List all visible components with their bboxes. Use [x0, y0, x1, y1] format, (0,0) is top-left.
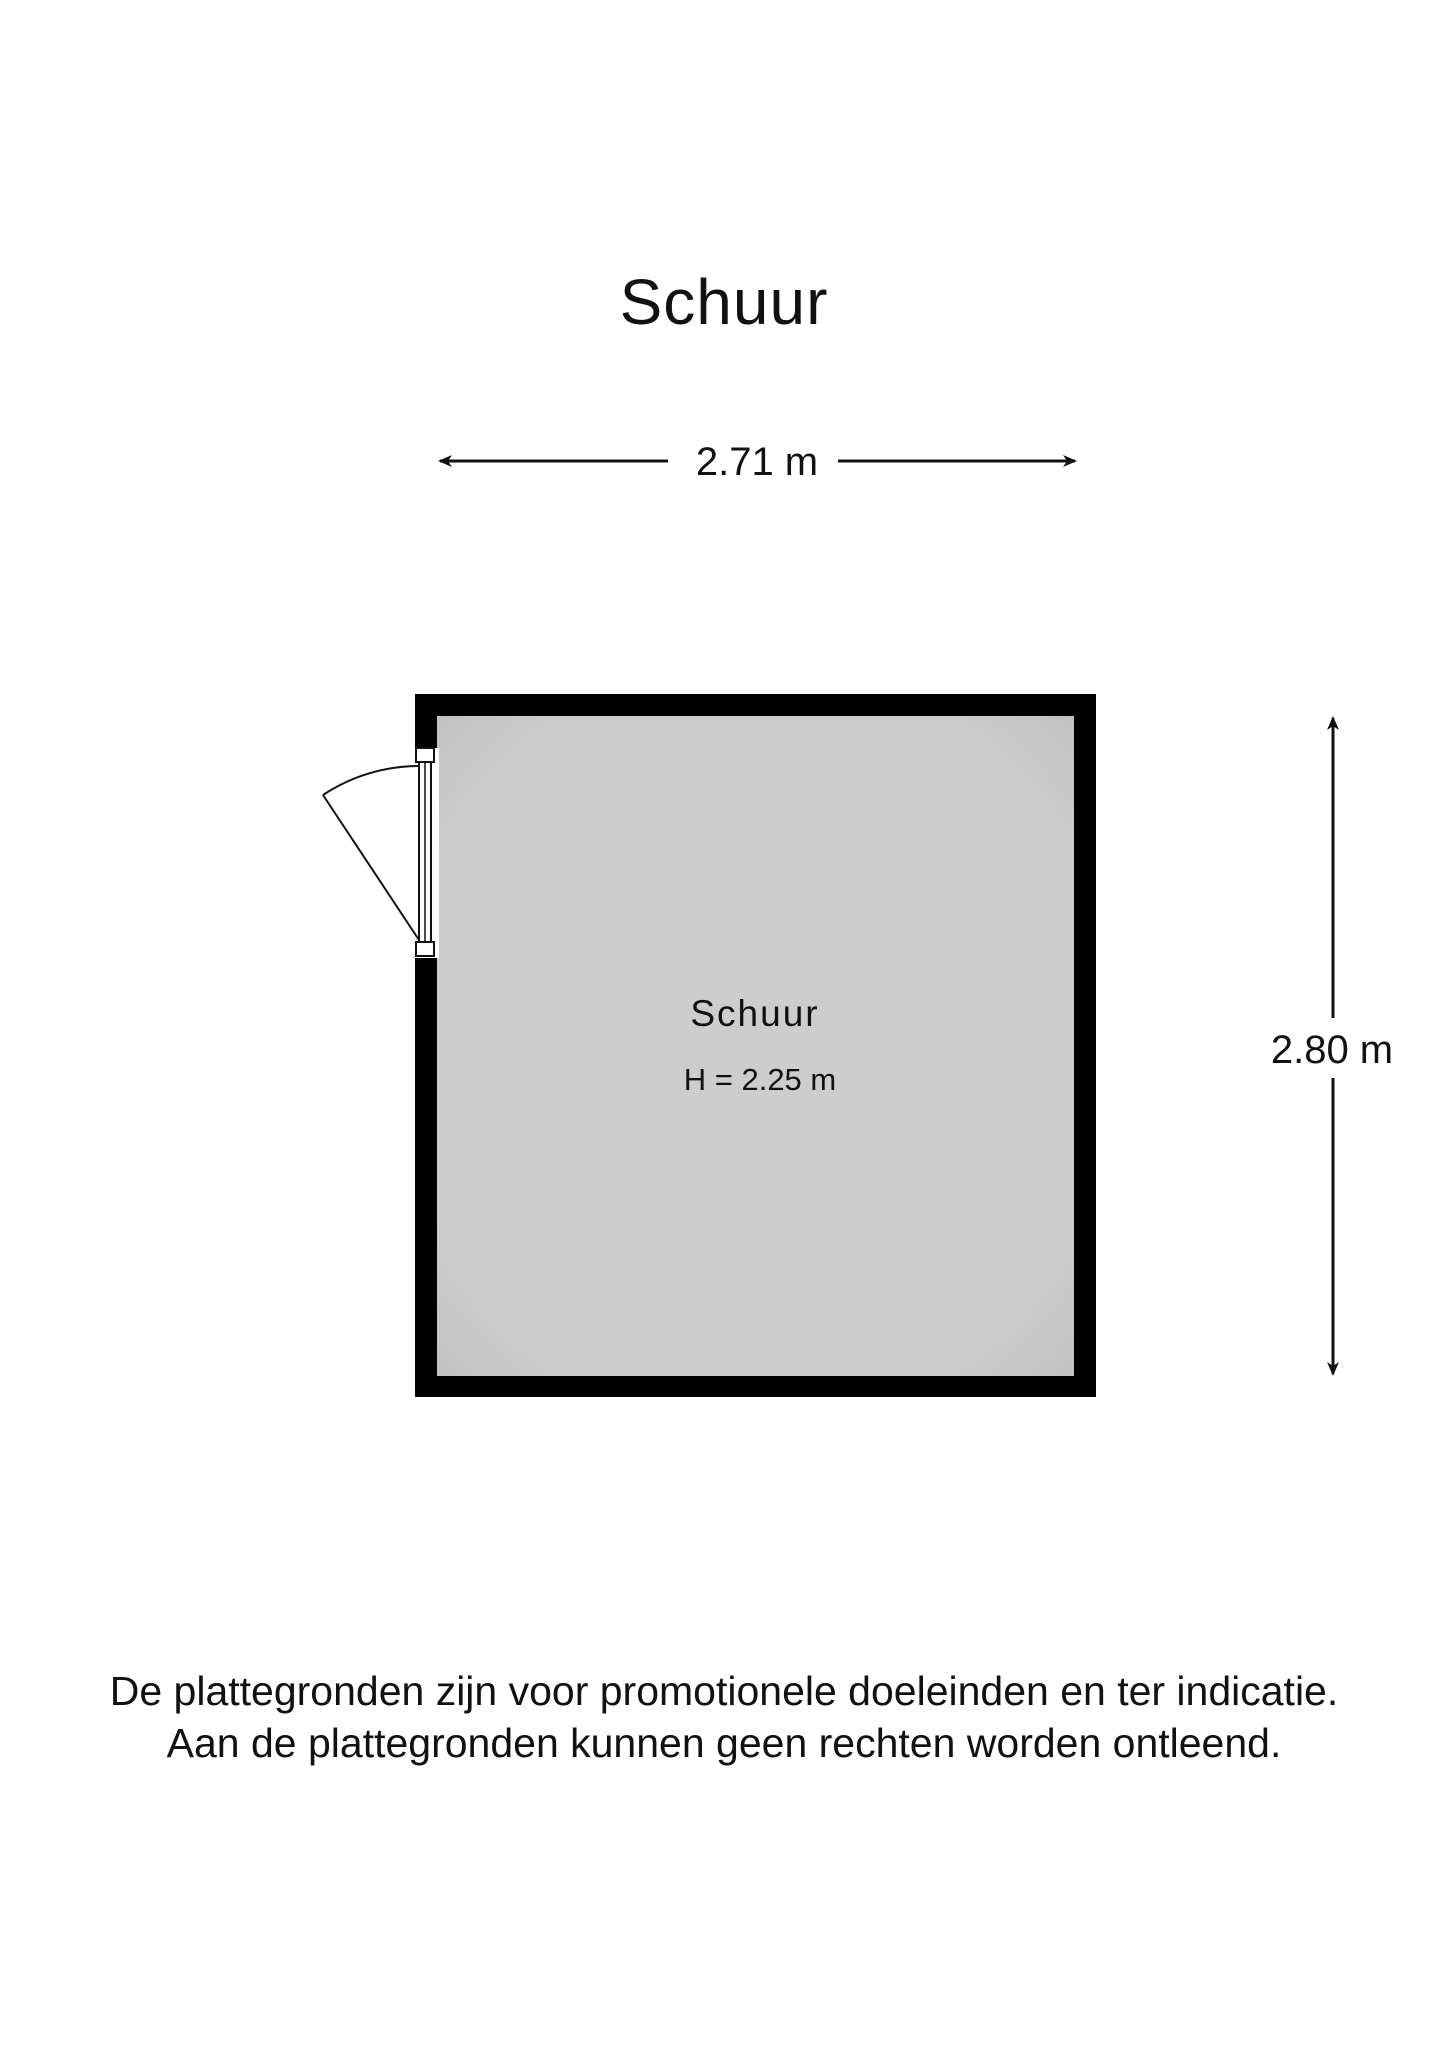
room-floor — [437, 716, 1074, 1376]
door-opening — [413, 748, 439, 958]
width-dimension — [440, 440, 1075, 484]
room-walls — [413, 694, 1096, 1397]
page-title: Schuur — [619, 266, 829, 338]
room-name-label: Schuur — [690, 993, 820, 1034]
disclaimer-line-2: Aan de plattegronden kunnen geen rechten worden ontleend. — [166, 1720, 1282, 1766]
disclaimer — [0, 1665, 1448, 1769]
door-swing-arc — [323, 766, 419, 795]
room-height-label: H = 2.25 m — [683, 1062, 837, 1097]
depth-dimension — [1271, 718, 1393, 1374]
door-jamb-bottom — [416, 942, 434, 956]
door-jamb-top — [416, 748, 434, 762]
door-leaf — [323, 795, 419, 940]
width-dimension-label: 2.71 m — [695, 440, 819, 484]
depth-dimension-label: 2.80 m — [1270, 1028, 1394, 1072]
disclaimer-line-1: De plattegronden zijn voor promotionele doeleinden en ter indicatie. — [109, 1668, 1339, 1714]
